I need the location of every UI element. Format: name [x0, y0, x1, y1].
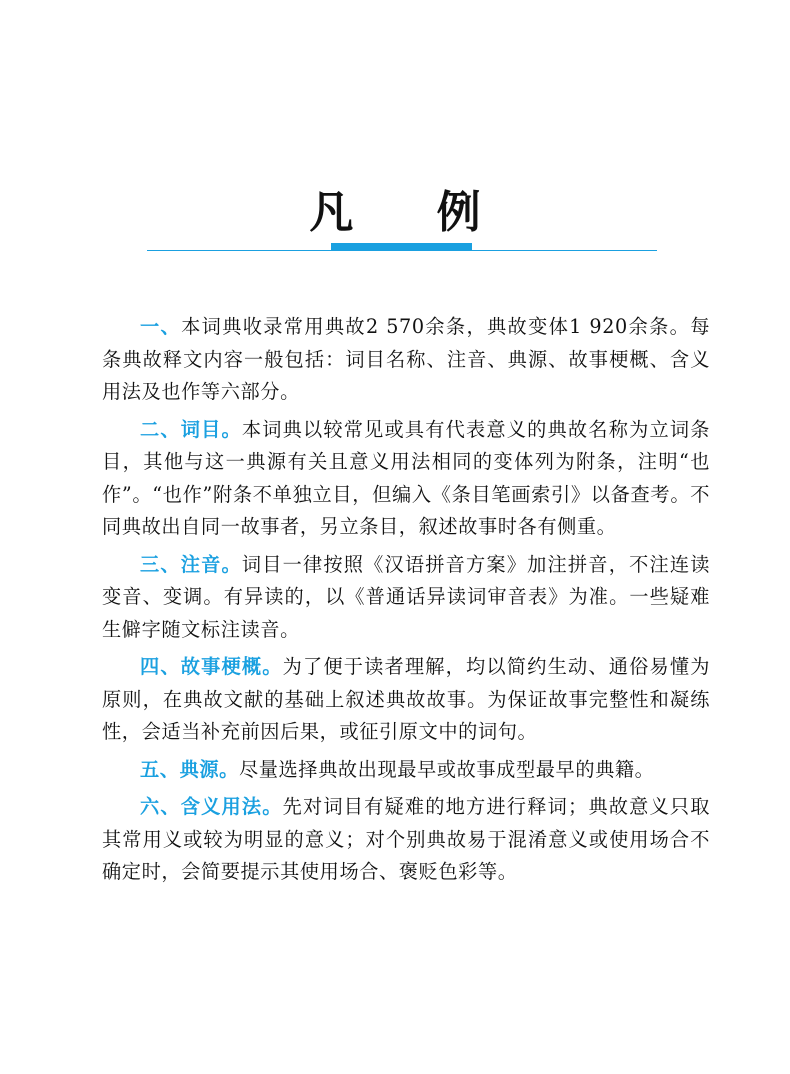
guideline-heading-2: 二、词目。 — [140, 417, 242, 441]
page-title: 凡 例 — [309, 187, 515, 238]
guideline-paragraph-3 — [102, 549, 710, 647]
guidelines-body — [102, 311, 710, 894]
guideline-paragraph-6 — [102, 791, 710, 889]
guideline-text-1: 本词典收录常用典故2 570余条，典故变体1 920余条。每条典故释文内容一般包括：词目名称、注音、典源、故事梗概、含义用法及也作等六部分。 — [102, 315, 711, 403]
guideline-text-2: 本词典以较常见或具有代表意义的典故名称为立词条目，其他与这一典源有关且意义用法相同的变体列为附条，注明“也作”。“也作”附条不单独立目，但编入《条目笔画索引》以备查考。不同典故出自同一故事者，另立条目，叙述故事时各有侧重。 — [102, 417, 710, 538]
guideline-text-6: 先对词目有疑难的地方进行释词；典故意义只取其常用义或较为明显的意义；对个别典故易于混淆意义或使用场合不确定时，会简要提示其使用场合、褒贬色彩等。 — [102, 795, 710, 883]
title-underline-accent — [331, 243, 472, 251]
guideline-text-3: 词目一律按照《汉语拼音方案》加注拼音，不注连读变音、变调。有异读的，以《普通话异读词审音表》为准。一些疑难生僻字随文标注读音。 — [102, 552, 710, 641]
guideline-paragraph-5 — [102, 754, 710, 787]
guideline-paragraph-2 — [102, 414, 710, 544]
guideline-heading-6: 六、含义用法。 — [140, 795, 283, 818]
guideline-heading-4: 四、故事梗概。 — [140, 655, 283, 678]
guideline-heading-3: 三、注音。 — [140, 552, 242, 576]
guideline-text-5: 尽量选择典故出现最早或故事成型最早的典籍。 — [238, 757, 655, 781]
guideline-heading-5: 五、典源。 — [140, 757, 239, 781]
guideline-paragraph-4 — [102, 651, 710, 749]
guideline-text-4: 为了便于读者理解，均以简约生动、通俗易懂为原则，在典故文献的基础上叙述典故故事。为保证故事完整性和凝练性，会适当补充前因后果，或征引原文中的词句。 — [102, 655, 710, 743]
guideline-paragraph-1 — [102, 311, 710, 409]
guideline-heading-1: 一、 — [140, 315, 182, 338]
